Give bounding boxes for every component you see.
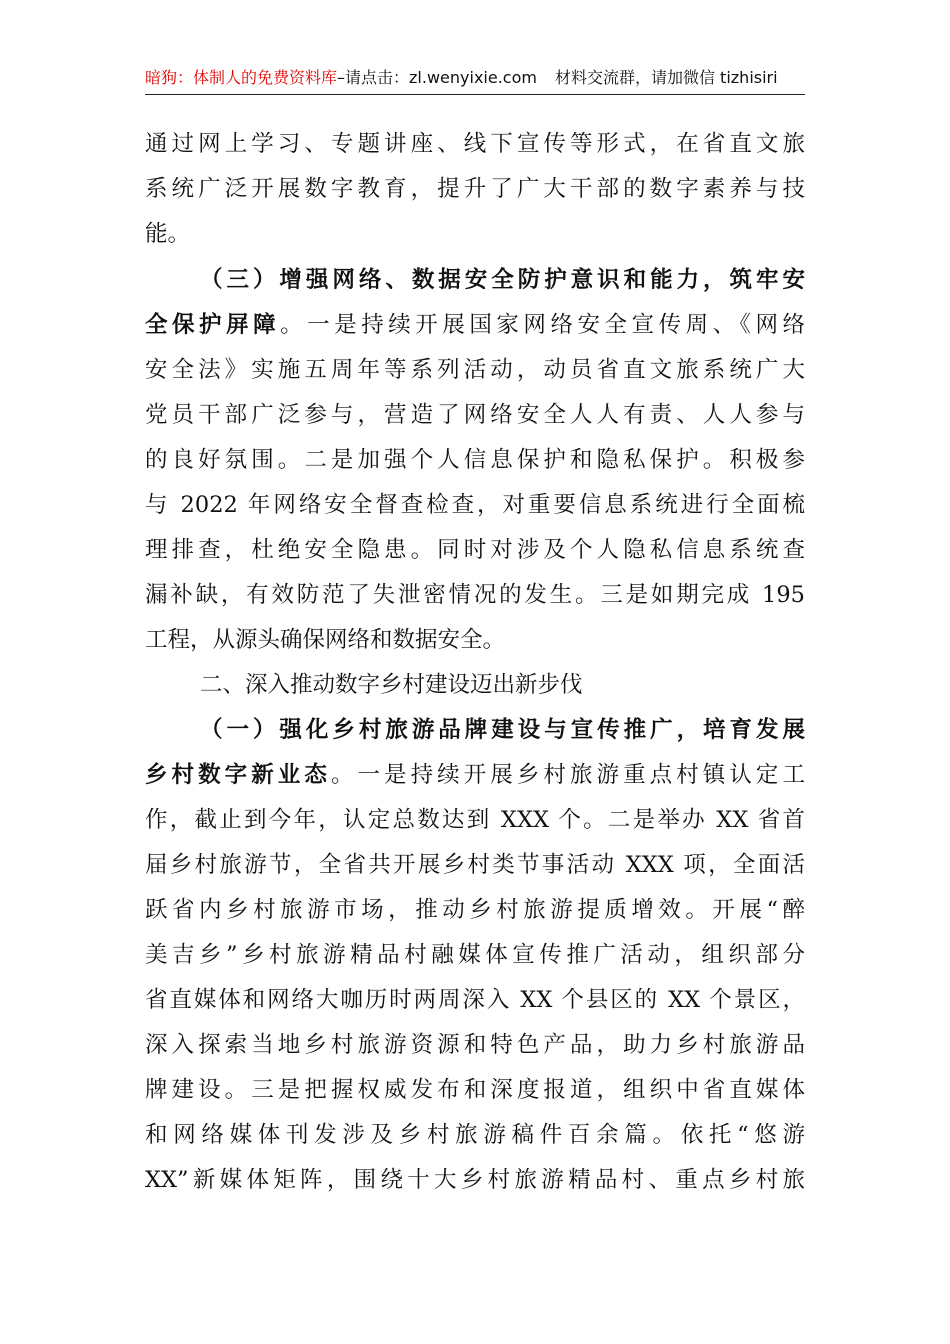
body-line: 作，截止到今年，认定总数达到 XXX 个。二是举办 XX 省首 <box>145 807 805 833</box>
header-click-prompt: –请点击： <box>337 68 410 87</box>
body-line: 的良好氛围。二是加强个人信息保护和隐私保护。积极参 <box>145 447 805 473</box>
body-line: 能。 <box>145 221 191 247</box>
body-line <box>145 752 805 798</box>
body-line: 党员干部广泛参与，营造了网络安全人人有责、人人参与 <box>145 402 805 428</box>
section-heading-2: 二、深入推动数字乡村建设迈出新步伐 <box>200 672 583 698</box>
body-line: 通过网上学习、专题讲座、线下宣传等形式，在省直文旅 <box>145 131 805 157</box>
header-site-name: 暗狗：体制人的免费资料库 <box>145 68 338 87</box>
body-line: 和网络媒体刊发涉及乡村旅游稿件百余篇。依托“悠游 <box>145 1122 805 1148</box>
body-line: 与 2022 年网络安全督查检查，对重要信息系统进行全面梳 <box>145 492 805 518</box>
body-line-text: 。一是持续开展国家网络安全宣传周、《网络 <box>280 312 805 338</box>
header-divider <box>145 94 805 95</box>
subsection-heading-1: （一）强化乡村旅游品牌建设与宣传推广，培育发展 <box>200 717 805 743</box>
body-line: XX”新媒体矩阵，围绕十大乡村旅游精品村、重点乡村旅 <box>145 1167 805 1193</box>
subsection-heading-1-tail: 乡村数字新业态 <box>145 762 331 788</box>
body-line: 跃省内乡村旅游市场，推动乡村旅游提质增效。开展“醉 <box>145 897 805 923</box>
page-header <box>145 66 805 90</box>
header-group-text: 材料交流群，请加微信 tizhisiri <box>554 68 778 87</box>
body-line: 漏补缺，有效防范了失泄密情况的发生。三是如期完成 195 <box>145 582 805 608</box>
body-line <box>145 302 805 348</box>
body-line: 理排查，杜绝安全隐患。同时对涉及个人隐私信息系统查 <box>145 537 805 563</box>
body-line: 深入探索当地乡村旅游资源和特色产品，助力乡村旅游品 <box>145 1032 805 1058</box>
body-line: 系统广泛开展数字教育，提升了广大干部的数字素养与技 <box>145 176 805 202</box>
body-line: 届乡村旅游节，全省共开展乡村类节事活动 XXX 项，全面活 <box>145 852 805 878</box>
subsection-heading-3: （三）增强网络、数据安全防护意识和能力，筑牢安 <box>200 267 805 293</box>
body-line: 安全法》实施五周年等系列活动，动员省直文旅系统广大 <box>145 357 805 383</box>
body-line: 工程，从源头确保网络和数据安全。 <box>145 627 506 653</box>
body-line: 美吉乡”乡村旅游精品村融媒体宣传推广活动，组织部分 <box>145 942 805 968</box>
subsection-heading-3-tail: 全保护屏障 <box>145 312 281 338</box>
header-url-link[interactable]: zl.wenyixie.com <box>409 68 537 87</box>
body-line: 牌建设。三是把握权威发布和深度报道，组织中省直媒体 <box>145 1077 805 1103</box>
body-line-text: 。一是持续开展乡村旅游重点村镇认定工 <box>330 762 805 788</box>
body-line: 省直媒体和网络大咖历时两周深入 XX 个县区的 XX 个景区， <box>145 987 805 1013</box>
